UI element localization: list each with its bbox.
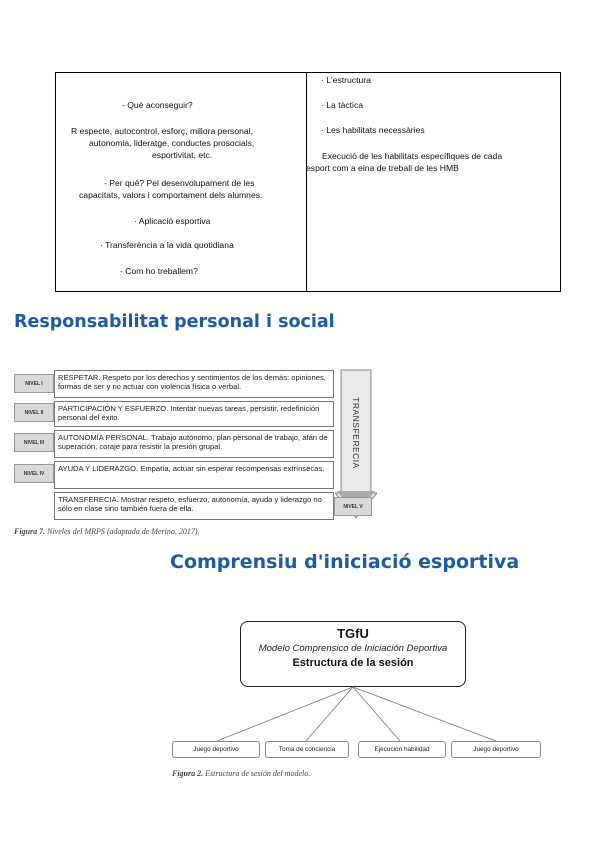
heading-comprensiu: Comprensiu d'iniciació esportiva xyxy=(170,551,520,573)
table-text: autonomia, lideratge, conductes prosocials, xyxy=(89,138,255,148)
level-label: NIVEL III xyxy=(14,433,54,452)
heading-responsabilitat: Responsabilitat personal i social xyxy=(14,312,335,332)
table-text: · Aplicació esportiva xyxy=(134,216,211,226)
level-box: TRANSFERECIA. Mostrar respeto, esfuerzo, autonomía, ayuda y liderazgo no sólo en clase sino también fuera de ella. xyxy=(54,492,334,520)
table-text: esport com a eina de treball de les HMB xyxy=(306,163,459,173)
table-text: Execució de les habilitats específiques de cada xyxy=(322,151,503,161)
tgfu-step: Juego deportivo xyxy=(172,741,260,758)
level-box: AUTONOMÍA PERSONAL. Trabajo autónomo, plan personal de trabajo, afán de superación, coraje para resistir la presión grupal. xyxy=(54,430,334,458)
table-text: · La tàctica xyxy=(321,100,364,110)
level-label: NIVEL II xyxy=(14,403,54,422)
table-text: esportivitat, etc. xyxy=(152,150,213,160)
tgfu-title: TGfU xyxy=(337,626,369,641)
level-box: PARTICIPACIÓN Y ESFUERZO. Intentar nuevas tareas, persistir, redefinición personal del éxito. xyxy=(54,401,334,427)
tgfu-step: Juego deportivo xyxy=(451,741,541,758)
table-text: · L'estructura xyxy=(321,75,371,85)
level-box: RESPETAR. Respeto por los derechos y sentimientos de los demás: opiniones, formas de ser y no actuar con violencia física o verbal. xyxy=(54,370,334,398)
level-box: AYUDA Y LIDERAZGO. Empatía, actuar sin esperar recompensas extrínsecas. xyxy=(54,461,334,489)
table-text: · Transferència a la vida quotidiana xyxy=(100,240,234,250)
transference-label: TRANSFERECIA xyxy=(351,397,361,469)
tgfu-subtitle: Modelo Comprensico de Iniciación Deportiva xyxy=(258,643,448,654)
level-label: NIVEL IV xyxy=(14,464,54,483)
caption-label: Figura 2. xyxy=(172,769,204,778)
table-text: - Per què? Pel desenvolupament de les xyxy=(104,178,255,188)
table-text: capacitats, valors i comportament dels alumnes. xyxy=(79,190,263,200)
tgfu-step: Ejecución habilidad xyxy=(358,741,446,758)
level-label: NIVEL V xyxy=(334,497,372,516)
tgfu-structure: Estructura de la sesión xyxy=(292,657,414,669)
caption-text: Estructura de sesión del modelo. xyxy=(203,769,311,778)
tgfu-step: Toma de conciencia xyxy=(265,741,349,758)
level-label: NIVEL I xyxy=(14,374,54,393)
table-text: · Les habilitats necessàries xyxy=(321,125,425,135)
table-text: - Com ho treballem? xyxy=(120,266,198,276)
figure2-caption xyxy=(172,769,310,778)
table-text: - Què aconseguir? xyxy=(122,100,193,110)
caption-text: Niveles del MRPS (adaptada de Merino, 2017). xyxy=(45,527,200,536)
caption-label: Figura 7. xyxy=(14,527,46,536)
table-text: R especte, autocontrol, esforç, millora personal, xyxy=(71,126,253,136)
